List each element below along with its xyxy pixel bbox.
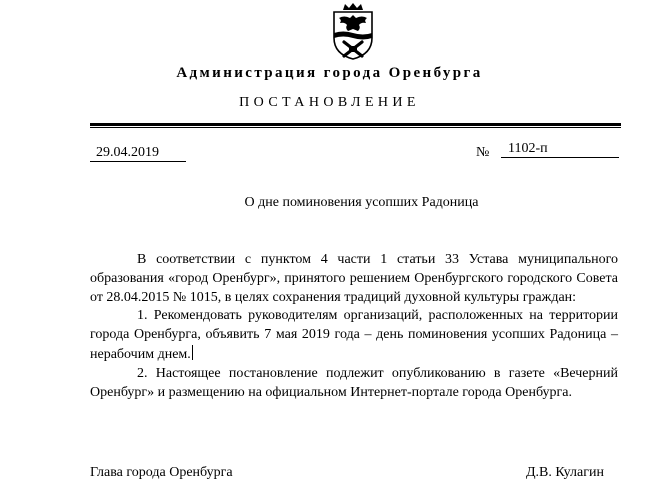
- header-rule-thin: [90, 127, 621, 128]
- organization-name: Администрация города Оренбурга: [176, 65, 483, 81]
- orenburg-coat-of-arms-icon: [330, 2, 376, 60]
- document-date: 29.04.2019: [96, 145, 159, 160]
- document-title: О дне поминовения усопших Радоница: [244, 195, 479, 210]
- signatory-name: Д.В. Кулагин: [526, 465, 604, 480]
- date-underline: [90, 161, 186, 162]
- text-cursor: [192, 345, 194, 360]
- signatory-position: Глава города Оренбурга: [90, 465, 233, 480]
- paragraph-preamble: В соответствии с пунктом 4 части 1 статьи 33 Устава муниципального образования «город Оренбург», принятого решением Оренбургского городского Совета от 28.04.2015 № 1015, в целях сохранения традиций духовной культуры граждан:: [90, 252, 618, 305]
- number-sign: №: [476, 145, 490, 160]
- paragraph-item-2: 2. Настоящее постановление подлежит опубликованию в газете «Вечерний Оренбург» и размещению на официальном Интернет-портале города Оренбурга.: [90, 365, 618, 400]
- document-body[interactable]: [90, 251, 618, 402]
- document-number: 1102-п: [508, 141, 548, 156]
- paragraph-item-1: [90, 307, 618, 364]
- item-1-text: 1. Рекомендовать руководителям организаций, расположенных на территории города Оренбурга, объявить 7 мая 2019 года – день поминовения усопших Радоница – нерабочим днем.: [90, 308, 618, 362]
- document-type: ПОСТАНОВЛЕНИЕ: [239, 95, 420, 110]
- header-rule-thick: [90, 123, 621, 126]
- number-underline: [501, 157, 619, 158]
